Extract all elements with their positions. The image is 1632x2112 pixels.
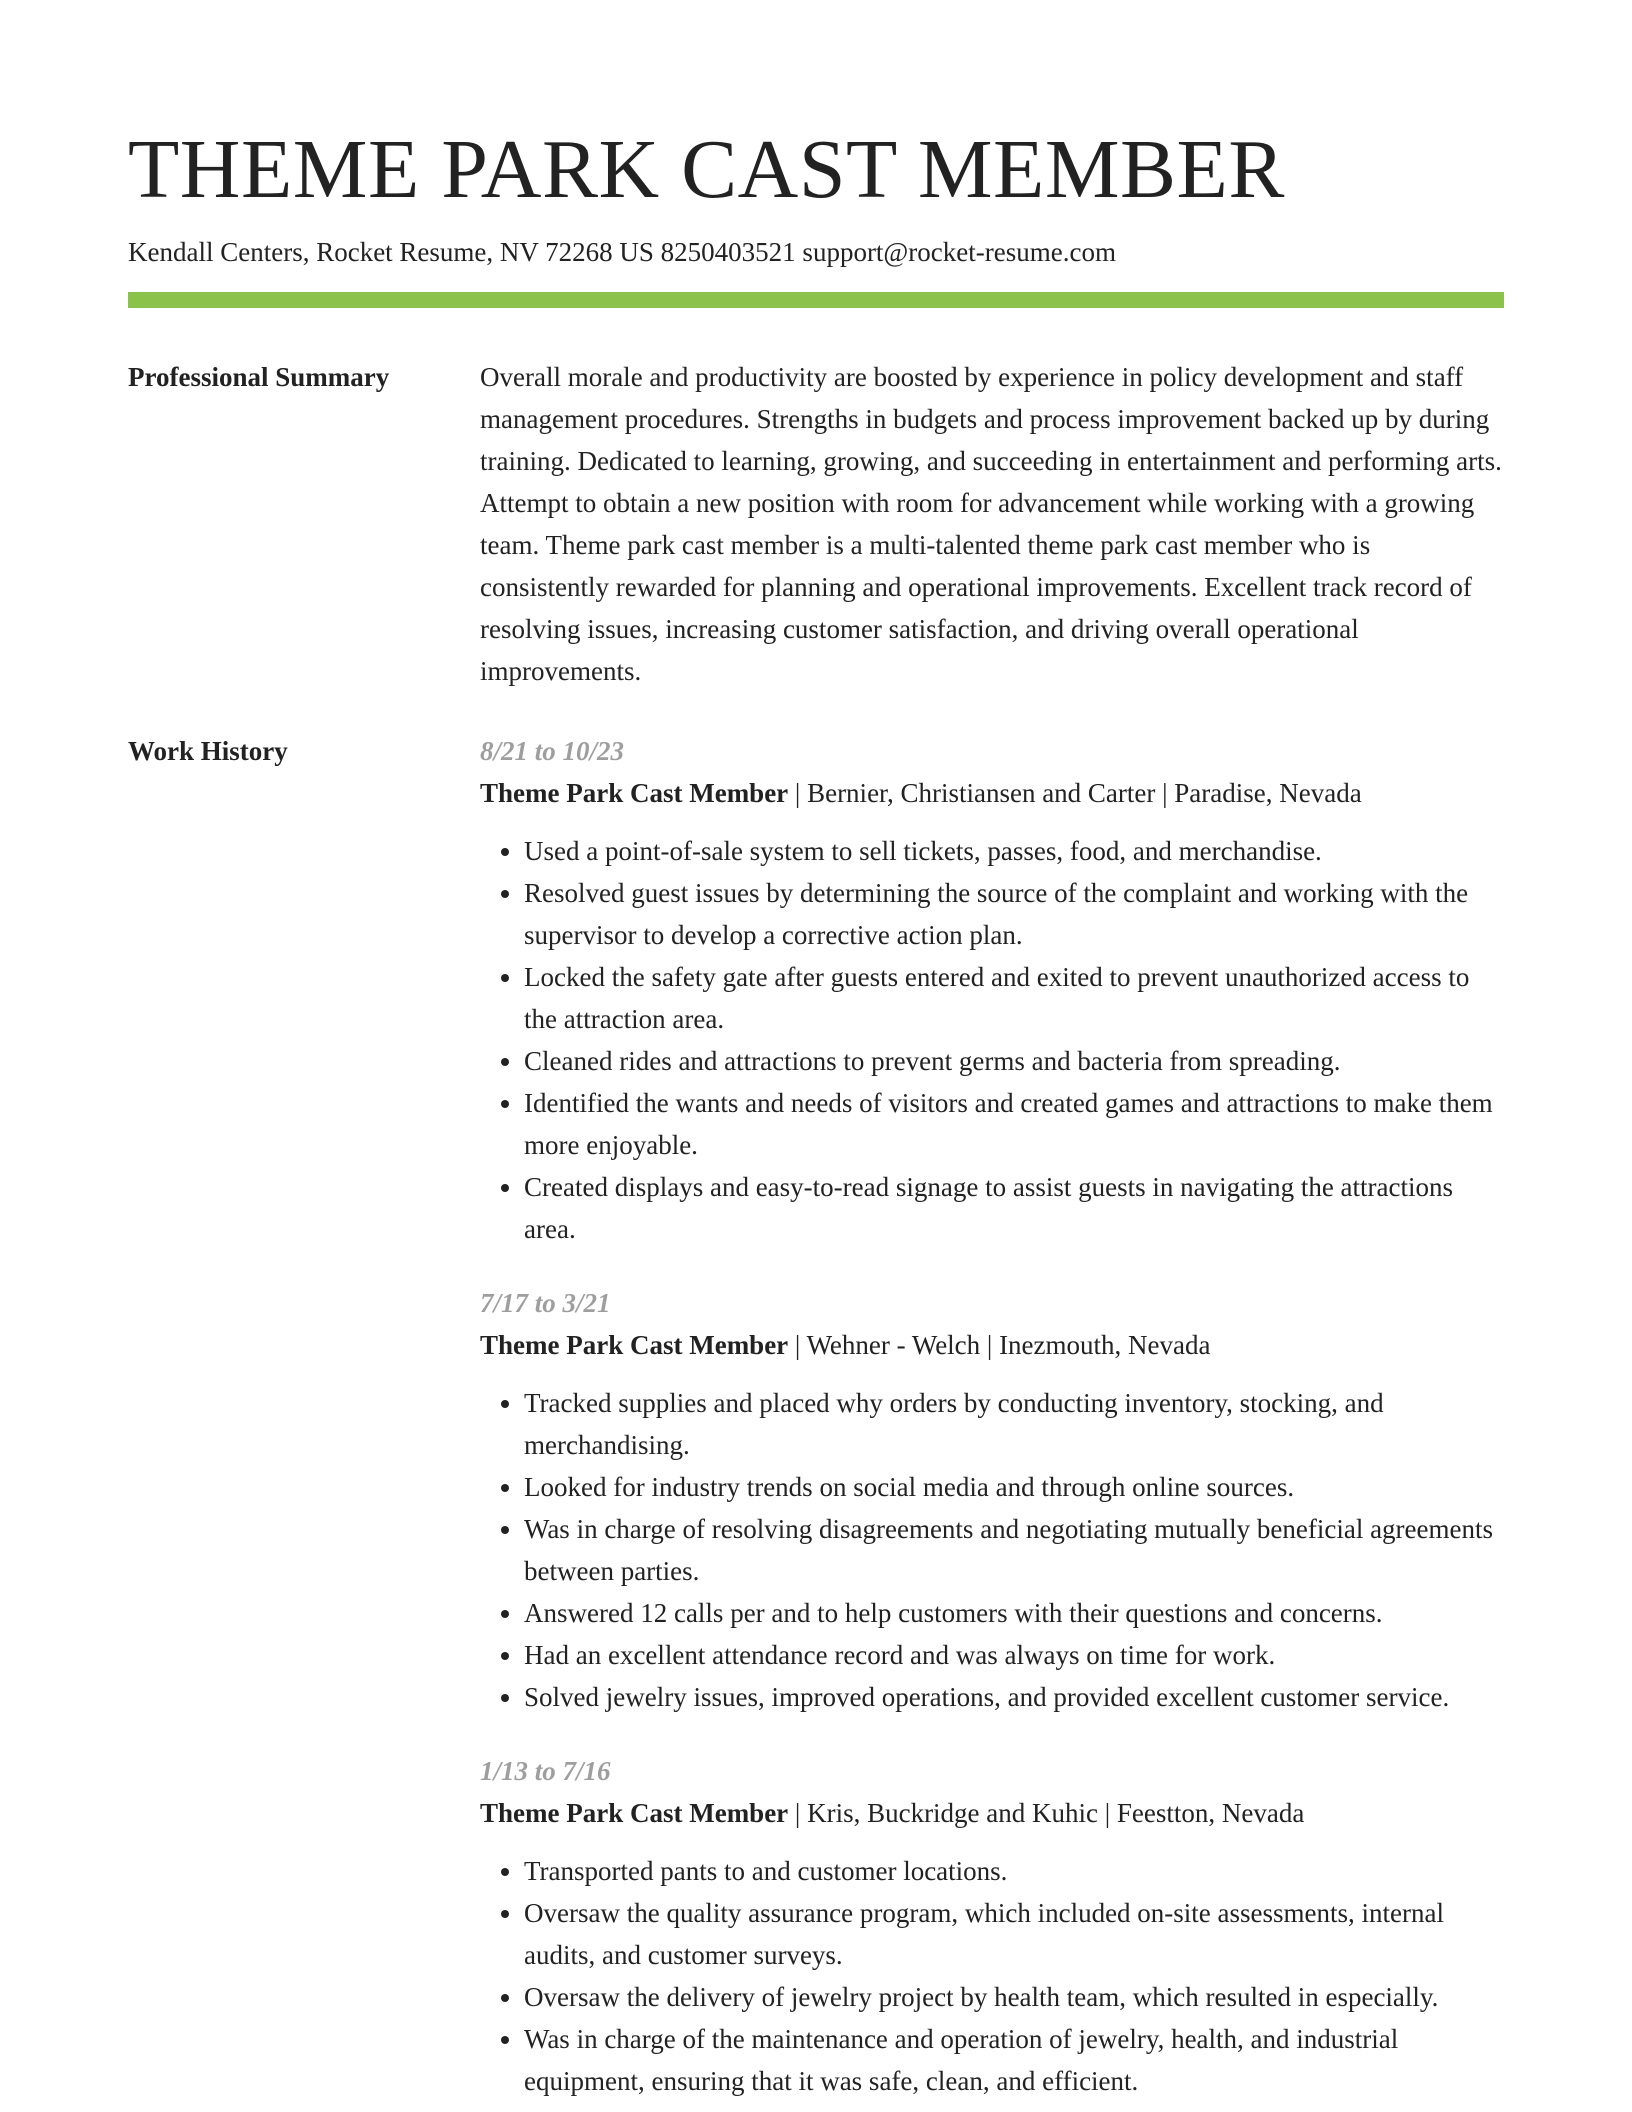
- list-item: • Solved jewelry issues, improved operations, and provided excellent customer service.: [524, 1676, 1504, 1718]
- work-history-label: Work History: [128, 736, 288, 766]
- list-item: • Had an excellent attendance record and was always on time for work.: [524, 1634, 1504, 1676]
- job-dates: 7/17 to 3/21: [480, 1288, 611, 1318]
- list-item: • Transported pants to and customer locations.: [524, 1850, 1504, 1892]
- job-details: | Kris, Buckridge and Kuhic | Feestton, Nevada: [788, 1798, 1305, 1828]
- summary-label: Professional Summary: [128, 362, 390, 392]
- list-item: • Oversaw the delivery of jewelry project by health team, which resulted in especially.: [524, 1976, 1504, 2018]
- job-bullets: [480, 830, 1504, 1250]
- list-item: • Answered 12 calls per and to help customers with their questions and concerns.: [524, 1592, 1504, 1634]
- list-item: • Was in charge of the maintenance and operation of jewelry, health, and industrial equipment, ensuring that it was safe, clean, and efficient.: [524, 2018, 1504, 2102]
- list-item: • Identified the wants and needs of visitors and created games and attractions to make them more enjoyable.: [524, 1082, 1504, 1166]
- resume-page: [128, 118, 1504, 2102]
- contact-line: Kendall Centers, Rocket Resume, NV 72268 US 8250403521 support@rocket-resume.com: [128, 237, 1116, 267]
- list-item: • Oversaw the quality assurance program, which included on-site assessments, internal audits, and customer surveys.: [524, 1892, 1504, 1976]
- list-item: • Tracked supplies and placed why orders by conducting inventory, stocking, and merchandising.: [524, 1382, 1504, 1466]
- job-details: | Wehner - Welch | Inezmouth, Nevada: [788, 1330, 1211, 1360]
- list-item: • Locked the safety gate after guests entered and exited to prevent unauthorized access to the attraction area.: [524, 956, 1504, 1040]
- list-item: • Cleaned rides and attractions to prevent germs and bacteria from spreading.: [524, 1040, 1504, 1082]
- job-entry: [480, 730, 1504, 1250]
- work-history-section: [128, 730, 1504, 2102]
- job-entry: [480, 1282, 1504, 1718]
- job-title: Theme Park Cast Member: [480, 778, 789, 808]
- job-details: | Bernier, Christiansen and Carter | Paradise, Nevada: [788, 778, 1362, 808]
- job-entry: [480, 1750, 1504, 2102]
- job-title: Theme Park Cast Member: [480, 1798, 789, 1828]
- list-item: • Used a point-of-sale system to sell tickets, passes, food, and merchandise.: [524, 830, 1504, 872]
- work-history-body: [480, 730, 1504, 2102]
- job-title: Theme Park Cast Member: [480, 1330, 789, 1360]
- list-item: • Resolved guest issues by determining the source of the complaint and working with the supervisor to develop a corrective action plan.: [524, 872, 1504, 956]
- list-item: • Looked for industry trends on social media and through online sources.: [524, 1466, 1504, 1508]
- summary-section: [128, 356, 1504, 692]
- resume-title: THEME PARK CAST MEMBER: [128, 123, 1285, 216]
- summary-body: [480, 356, 1504, 692]
- list-item: • Created displays and easy-to-read signage to assist guests in navigating the attractions area.: [524, 1166, 1504, 1250]
- job-bullets: [480, 1382, 1504, 1718]
- job-bullets: [480, 1850, 1504, 2102]
- summary-text: Overall morale and productivity are boosted by experience in policy development and staff management procedures. Strengths in budgets and process improvement backed up by during training. Dedicated to learning, growing, and succeeding in entertainment and performing arts. Attempt to obtain a new position with room for advancement while working with a growing team. Theme park cast member is a multi-talented theme park cast member who is consistently rewarded for planning and operational improvements. Excellent track record of resolving issues, increasing customer satisfaction, and driving overall operational improvements.: [480, 362, 1502, 686]
- job-dates: 1/13 to 7/16: [480, 1756, 611, 1786]
- job-heading: [480, 1324, 1504, 1366]
- job-dates: 8/21 to 10/23: [480, 736, 625, 766]
- job-heading: [480, 1792, 1504, 1834]
- header-divider: [128, 292, 1504, 308]
- job-heading: [480, 772, 1504, 814]
- list-item: • Was in charge of resolving disagreements and negotiating mutually beneficial agreements between parties.: [524, 1508, 1504, 1592]
